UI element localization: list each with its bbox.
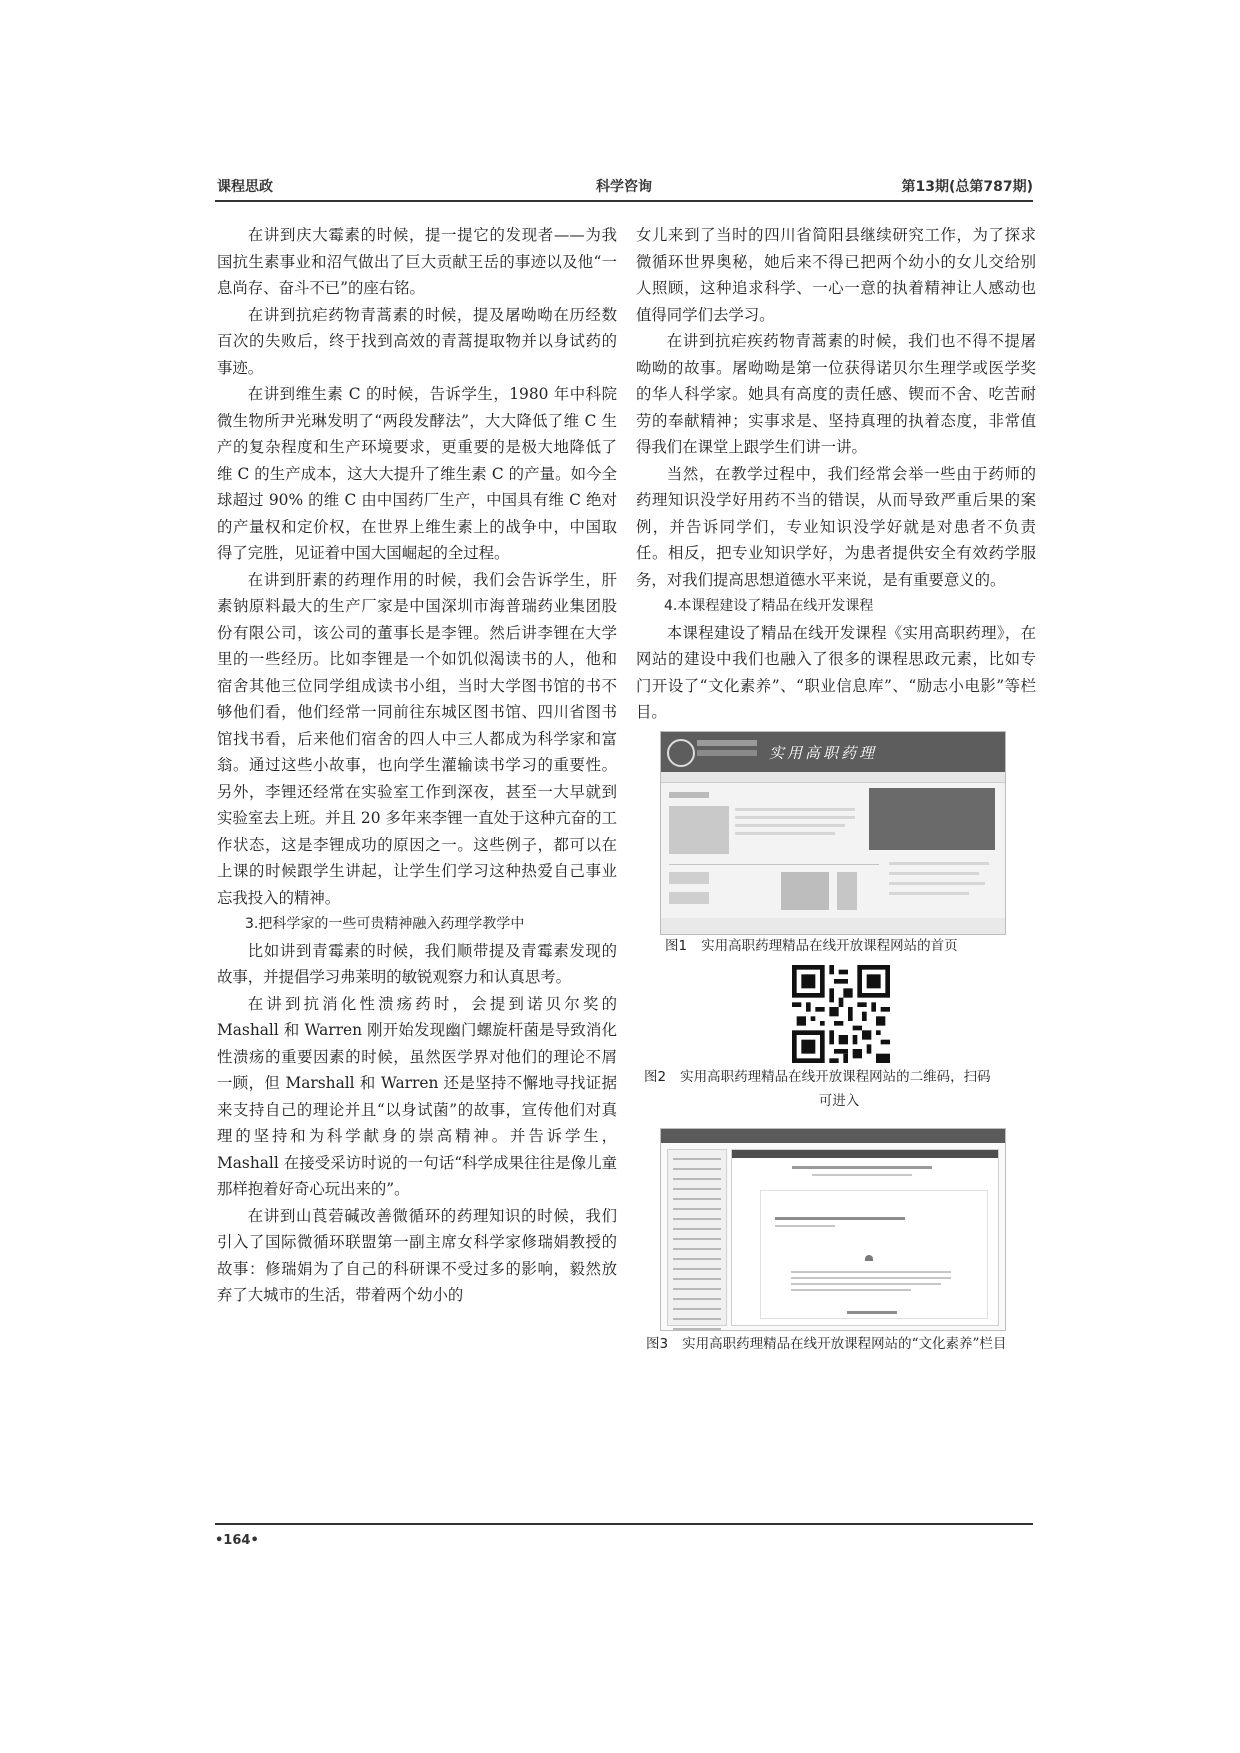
text-line: [791, 1289, 911, 1291]
caption-text: 实用高职药理精品在线开放课程网站的二维码，扫码: [680, 1069, 991, 1085]
header-issue-number: 第13期(总第787期): [901, 179, 1033, 195]
document-heading: [775, 1217, 905, 1220]
right-column: [636, 222, 1036, 726]
paragraph: 比如讲到青霉素的时候，我们顺带提及青霉素发现的故事，并提倡学习弗莱明的敏锐观察力和认真思考。: [217, 941, 617, 986]
header-divider: [215, 200, 1033, 202]
text-line: [791, 1283, 941, 1285]
paragraph: 本课程建设了精品在线开发课程《实用高职药理》，在网站的建设中我们也融入了很多的课程思政元素，比如专门开设了“文化素养”、“职业信息库”、“励志小电影”等栏目。: [636, 623, 1036, 721]
text-line: [735, 816, 855, 819]
paragraph: 在讲到肝素的药理作用的时候，我们会告诉学生，肝素钠原料最大的生产厂家是中国深圳市海普瑞药业集团股份有限公司，该公司的董事长是李锂。然后讲李锂在大学里的一些经历。比如李锂是一个如饥似渴读书的人，他和宿舍其他三位同学组成读书小组，当时大学图书馆的书不够他们看，他们经常一同前往东城区图书馆、四川省图书馆找书看，后来他们宿舍的四人中三人都成为科学家和富翁。通过这些小故事，也向学生灌输读书学习的重要性。另外，李锂还经常在实验室工作到深夜，甚至一大早就到实验室去上班。并且 20 多年来李锂一直处于这种亢奋的工作状态，这是李锂成功的原因之一。这些例子，都可以在上课的时候跟学生讲起，让学生们学习这种热爱自己事业忘我投入的精神。: [217, 570, 617, 907]
site-sidebar: [667, 1149, 727, 1326]
paragraph: 在讲到抗消化性溃疡药时，会提到诺贝尔奖的 Mashall 和 Warren 刚开始发现幽门螺旋杆菌是导致消化性溃疡的重要因素的时候，虽然医学界对他们的理论不屑一顾，但 Marshall 和 Warren 还是坚持不懈地寻找证据来支持自己的理论并且“以身试菌”的故事，宣传他们对真理的坚持和为科学献身的崇高精神。并告诉学生，Mashall 在接受采访时说的一句话“科学成果往往是像儿童那样抱着好奇心玩出来的”。: [217, 994, 617, 1198]
article-content-panel: [731, 1149, 999, 1326]
section-heading: 4.本课程建设了精品在线开发课程: [664, 598, 874, 614]
caption-text-line-2: 可进入: [818, 1093, 860, 1109]
paragraph: 在讲到抗疟疾药物青蒿素的时候，我们也不得不提屠呦呦的故事。屠呦呦是第一位获得诺贝尔生理学或医学奖的华人科学家。她具有高度的责任感、锲而不舍、吃苦耐劳的奉献精神；实事求是、坚持真理的执着态度，非常值得我们在课堂上跟学生们讲一讲。: [636, 332, 1036, 456]
text-line: [791, 1277, 951, 1279]
site-footer-bar: [661, 918, 1005, 934]
paragraph: 在讲到山莨菪碱改善微循环的药理知识的时候，我们引入了国际微循环联盟第一副主席女科学家修瑞娟教授的故事：修瑞娟为了自己的科研课不受过多的影响，毅然放弃了大城市的生活，带着两个幼小的: [217, 1206, 617, 1304]
news-thumbnail: [669, 872, 709, 884]
video-player: [869, 788, 995, 850]
cloud-icon: [865, 1255, 873, 1261]
school-name-block: [697, 740, 757, 746]
section-heading-block: [669, 792, 709, 798]
text-line: [735, 808, 855, 811]
text-line: [889, 892, 969, 895]
text-line: [791, 1271, 951, 1273]
school-logo-icon: [667, 739, 695, 767]
news-thumbnail: [669, 892, 709, 904]
caption-text: 实用高职药理精品在线开放课程网站的“文化素养”栏目: [682, 1336, 1007, 1352]
caption-text: 实用高职药理精品在线开放课程网站的首页: [701, 938, 958, 954]
figure-1-caption: [665, 934, 1010, 958]
page-number: •164•: [215, 1533, 259, 1548]
text-line: [735, 824, 845, 827]
site-banner-title: 实用高职药理: [769, 744, 878, 762]
text-line: [889, 882, 985, 885]
figure-label: 图2: [644, 1069, 667, 1085]
text-line: [735, 832, 835, 835]
section-heading: 3.把科学家的一些可贵精神融入药理学教学中: [245, 916, 525, 932]
breadcrumb-bar: [732, 1150, 998, 1158]
site-top-nav: [661, 1129, 1005, 1143]
qr-code: [792, 965, 890, 1063]
paragraph: 女儿来到了当时的四川省简阳县继续研究工作，为了探求微循环世界奥秘，她后来不得已把两个幼小的女儿交给别人照顾，这种追求科学、一心一意的执着精神让人感动也值得同学们去学习。: [636, 226, 1036, 324]
figure-3-culture-page-screenshot: [660, 1128, 1006, 1331]
paragraph: 在讲到维生素 C 的时候，告诉学生，1980 年中科院微生物所尹光琳发明了“两段发酵法”，大大降低了维 C 生产的复杂程度和生产环境要求，更重要的是极大地降低了维 C 的生产成本，这大大提升了维生素 C 的产量。如今全球超过 90% 的维 C 由中国药厂生产，中国具有维 C 绝对的产量权和定价权，在世界上维生素上的战争中，中国取得了完胜，见证着中国大国崛起的全过程。: [217, 385, 617, 562]
text-line: [889, 862, 989, 865]
footer-divider: [215, 1523, 1033, 1525]
text-line: [775, 1225, 835, 1227]
feature-image: [781, 872, 829, 910]
paragraph: 在讲到庆大霉素的时候，提一提它的发现者——为我国抗生素事业和沼气做出了巨大贡献王岳的事迹以及他“一息尚存、奋斗不已”的座右铭。: [217, 226, 617, 297]
course-thumbnail: [669, 806, 729, 854]
article-meta-line: [812, 1174, 912, 1176]
embedded-document: [760, 1190, 988, 1319]
site-nav-bar: [661, 772, 1005, 783]
header-section-label: 课程思政: [217, 179, 273, 195]
figure-1-homepage-screenshot: [660, 731, 1006, 935]
feature-image: [837, 872, 857, 910]
article-title-line: [792, 1166, 932, 1169]
divider: [669, 864, 879, 865]
paragraph: 在讲到抗疟药物青蒿素的时候，提及屠呦呦在历经数百次的失败后，终于找到高效的青蒿提取物并以身试药的事迹。: [217, 305, 617, 377]
figure-2-caption: [644, 1065, 1034, 1113]
figure-label: 图3: [646, 1336, 669, 1352]
left-column: [217, 222, 617, 1309]
site-banner: [661, 732, 1005, 772]
paragraph: 当然，在教学过程中，我们经常会举一些由于药师的药理知识没学好用药不当的错误，从而导致严重后果的案例，并告诉同学们，专业知识没学好就是对患者不负责任。相反，把专业知识学好，为患者提供安全有效药学服务，对我们提高思想道德水平来说，是有重要意义的。: [636, 464, 1036, 589]
figure-label: 图1: [665, 938, 688, 954]
document-footer-line: [847, 1311, 897, 1314]
text-line: [889, 872, 979, 875]
figure-3-caption: [646, 1332, 1036, 1356]
running-header: [215, 172, 1033, 200]
header-journal-title: 科学咨询: [596, 179, 652, 195]
